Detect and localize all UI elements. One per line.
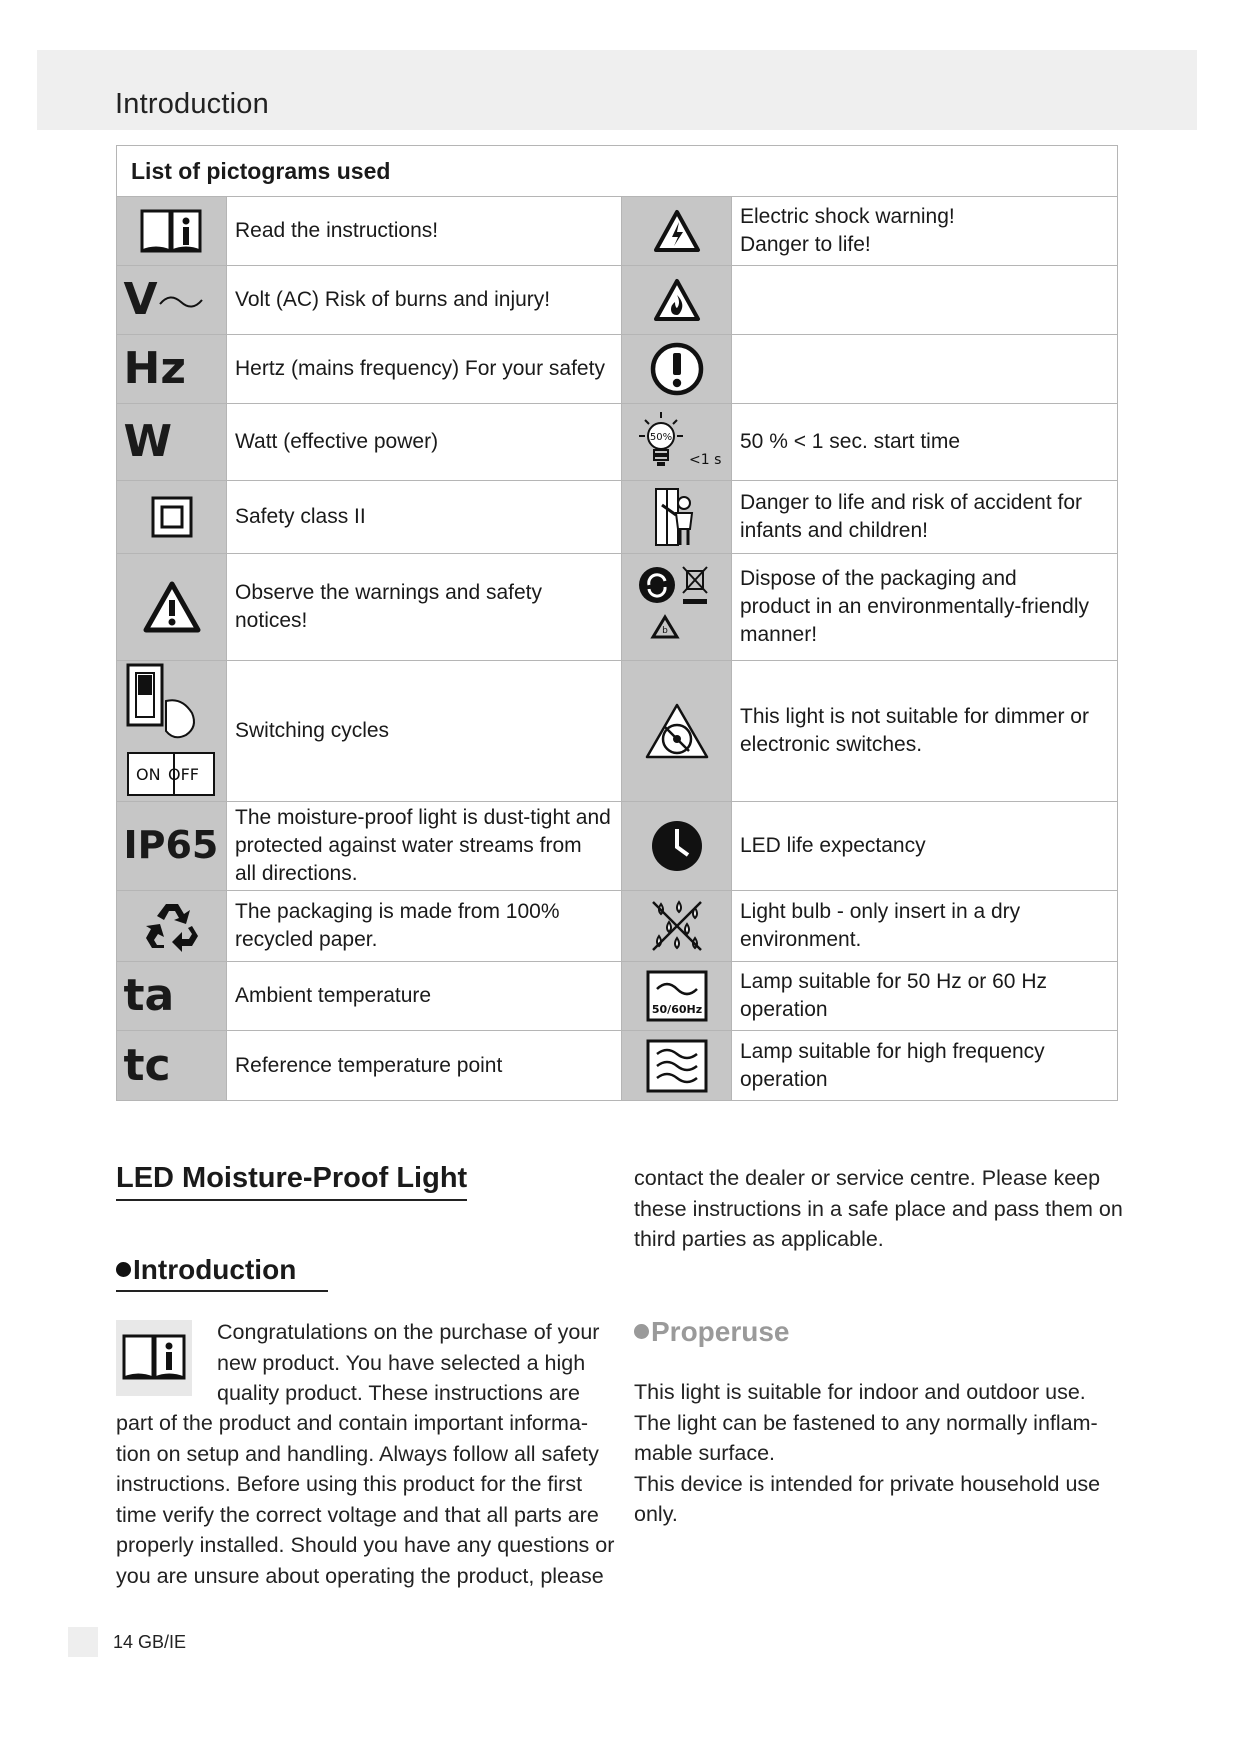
pictogram-text: Hertz (mains frequency) For your safety	[227, 335, 622, 404]
bulb-50-percent-icon	[631, 410, 723, 474]
pictogram-text: This light is not suitable for dimmer or electronic switches.	[732, 661, 1118, 802]
bullet-dot-icon	[116, 1262, 131, 1277]
pictogram-text: The packaging is made from 100% recycled paper.	[227, 891, 622, 962]
pictogram-text	[732, 335, 1118, 404]
pictogram-text: Danger to life and risk of accident for infants and children!	[732, 481, 1118, 554]
warning-triangle-icon	[142, 580, 202, 634]
bullet-dot-icon	[634, 1324, 649, 1339]
table-row	[117, 802, 1118, 891]
safety-class-2-icon	[150, 495, 194, 539]
table-row	[117, 335, 1118, 404]
pictogram-table-caption: List of pictograms used	[117, 146, 1118, 197]
clock-icon	[650, 819, 704, 873]
svg-text:ON: ON	[135, 765, 161, 784]
50-60hz-icon	[645, 969, 709, 1023]
electric-shock-warning-icon	[653, 208, 701, 254]
book-info-icon	[116, 1320, 192, 1396]
book-info-icon	[140, 207, 204, 255]
svg-text:<1 s: <1 s	[688, 452, 721, 468]
exclamation-circle-icon	[649, 341, 705, 397]
pictogram-text: 50 % < 1 sec. start time	[732, 404, 1118, 481]
watt-symbol: W	[123, 416, 173, 467]
proper-use-heading: Properuse	[634, 1316, 790, 1348]
pictogram-text: Dispose of the packaging and product in an environmentally-friendly manner!	[732, 554, 1118, 661]
high-frequency-icon	[645, 1038, 709, 1094]
hertz-symbol: Hz	[123, 343, 186, 394]
no-dimmer-icon	[643, 701, 711, 761]
product-heading: LED Moisture-Proof Light	[116, 1162, 467, 1201]
table-row	[117, 404, 1118, 481]
pictogram-text: Safety class II	[227, 481, 622, 554]
page-number: 14 GB/IE	[113, 1632, 187, 1652]
ambient-temperature-symbol: ta	[123, 970, 175, 1021]
pictogram-text: Watt (effective power)	[227, 404, 622, 481]
dry-environment-icon	[649, 898, 705, 954]
ip65-symbol: IP65	[123, 823, 219, 867]
switch-hand-icon	[122, 661, 222, 797]
volt-ac-symbol: V	[124, 278, 220, 322]
recycle-icon	[144, 898, 200, 954]
svg-text:OFF: OFF	[167, 765, 199, 784]
pictogram-text: Switching cycles	[227, 661, 622, 802]
pictogram-text: Electric shock warning! Danger to life!	[732, 197, 1118, 266]
pictogram-text: Volt (AC) Risk of burns and injury!	[227, 266, 622, 335]
proper-use-paragraph: This light is suitable for indoor and outdoor use. The light can be fastened to any normally inflam-mable surface. This device is intended for private household use only.	[634, 1380, 1101, 1526]
svg-text:50/60Hz: 50/60Hz	[651, 1003, 702, 1016]
pictogram-text: Light bulb - only insert in a dry environment.	[732, 891, 1118, 962]
table-row	[117, 1031, 1118, 1101]
table-row	[117, 554, 1118, 661]
pictogram-text: Lamp suitable for high frequency operation	[732, 1031, 1118, 1101]
reference-temperature-symbol: tc	[123, 1039, 171, 1091]
pictogram-text: Read the instructions!	[227, 197, 622, 266]
introduction-heading: Introduction	[116, 1254, 328, 1292]
pictogram-text: Ambient temperature	[227, 962, 622, 1031]
intro-book-icon-box	[116, 1320, 192, 1396]
table-row	[117, 891, 1118, 962]
table-row	[117, 266, 1118, 335]
intro-paragraph-first: Congratulations on the purchase of your new product. You have selected a high quality product. These instructions are	[217, 1320, 600, 1405]
fire-warning-icon	[653, 277, 701, 323]
page-title: Introduction	[115, 88, 269, 120]
pictogram-table	[116, 145, 1118, 1101]
pictogram-text: Reference temperature point	[227, 1031, 622, 1101]
pictogram-text: Lamp suitable for 50 Hz or 60 Hz operation	[732, 962, 1118, 1031]
table-row	[117, 481, 1118, 554]
svg-text:50%: 50%	[649, 432, 672, 443]
pictogram-text: The moisture-proof light is dust-tight and protected against water streams from all directions.	[227, 802, 622, 891]
table-row	[117, 661, 1118, 802]
pictogram-text: Observe the warnings and safety notices!	[227, 554, 622, 661]
footer-marker	[68, 1627, 98, 1657]
pictogram-text: LED life expectancy	[732, 802, 1118, 891]
pictogram-text	[732, 266, 1118, 335]
child-danger-icon	[650, 485, 704, 549]
intro-paragraph-rest: part of the product and contain important informa-tion on setup and handling. Always follow all safety instructions. Before using this product for the first time verify the correct voltage and that all parts are properly installed. Should you have any questions or you are unsure about operating the product, please	[116, 1411, 615, 1588]
svg-text:b: b	[661, 626, 668, 636]
intro-paragraph-continued: contact the dealer or service centre. Please keep these instructions in a safe place and pass them on third parties as applicable.	[634, 1166, 1123, 1251]
table-row	[117, 197, 1118, 266]
recycling-disposal-icon	[635, 561, 719, 653]
table-row	[117, 962, 1118, 1031]
